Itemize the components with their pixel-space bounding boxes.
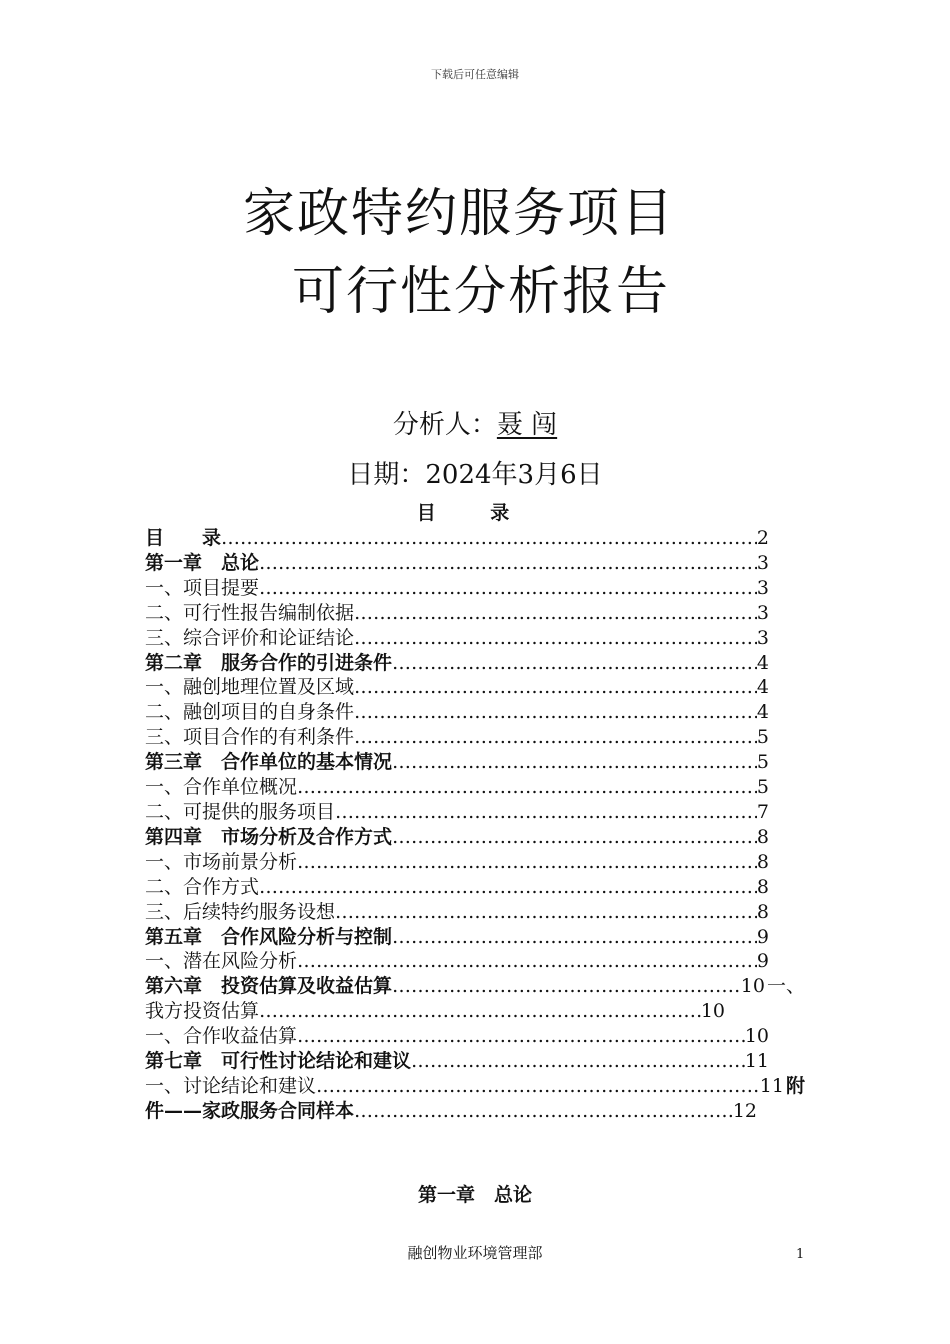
toc-entry-label: 第二章 服务合作的引进条件: [145, 651, 393, 674]
toc-heading: 目 录: [416, 502, 534, 524]
toc-leader-dots: [259, 875, 757, 900]
toc-entry-page: 5: [756, 776, 769, 799]
toc-entry-label: 第七章 可行性讨论结论和建议: [145, 1050, 412, 1073]
toc-entry-label: 第三章 合作单位的基本情况: [145, 751, 393, 774]
footer-organization: 融创物业环境管理部: [407, 1244, 543, 1262]
toc-leader-dots: [297, 949, 757, 974]
toc-entry-page: 9: [756, 925, 769, 948]
toc-entry-page: 9: [756, 950, 769, 973]
toc-entry[interactable]: [145, 1049, 769, 1074]
analyst-name: 聂 闯: [496, 410, 558, 440]
toc-leader-dots: [392, 750, 757, 775]
toc-entry[interactable]: [145, 900, 769, 925]
toc-leader-dots: [392, 825, 757, 850]
toc-entry-label: 第六章 投资估算及收益估算: [145, 975, 393, 998]
toc-entry-label: 二、融创项目的自身条件: [145, 701, 355, 724]
toc-leader-dots: [259, 551, 757, 576]
toc-entry-label: 三、项目合作的有利条件: [145, 726, 355, 749]
toc-entry-page: 10: [740, 975, 765, 998]
toc-leader-dots: [335, 900, 757, 925]
toc-leader-dots: [221, 526, 757, 551]
toc-entry[interactable]: [145, 551, 769, 576]
toc-entry[interactable]: [145, 725, 769, 750]
toc-leader-dots: [354, 601, 757, 626]
toc-leader-dots: [297, 850, 757, 875]
toc-entry-label: 一、合作单位概况: [145, 776, 298, 799]
toc-leader-dots: [259, 999, 701, 1024]
toc-entry-page: 11: [759, 1074, 784, 1097]
header-note: 下载后可任意编辑: [431, 68, 519, 81]
toc-entry[interactable]: [145, 775, 769, 800]
toc-entry-trail: 附: [785, 1074, 805, 1097]
toc-entry-label: 一、潜在风险分析: [145, 950, 298, 973]
toc-leader-dots: [354, 675, 757, 700]
toc-leader-dots: [392, 925, 757, 950]
toc-entry-label: 第五章 合作风险分析与控制: [145, 925, 393, 948]
toc-entry-page: 3: [756, 626, 769, 649]
toc-entry[interactable]: [145, 949, 769, 974]
toc-entry[interactable]: [145, 999, 725, 1024]
report-date: 日期：2024年3月6日: [347, 460, 603, 490]
toc-leader-dots: [411, 1049, 745, 1074]
toc-leader-dots: [354, 1099, 733, 1124]
toc-entry-label: 一、讨论结论和建议: [145, 1074, 317, 1097]
toc-entry-page: 12: [732, 1099, 757, 1122]
toc-entry-label: 二、可行性报告编制依据: [145, 601, 355, 624]
toc-leader-dots: [297, 1024, 745, 1049]
toc-entry[interactable]: [145, 1074, 805, 1099]
toc-entry-label: 一、融创地理位置及区域: [145, 676, 355, 699]
toc-entry-label: 一、市场前景分析: [145, 850, 298, 873]
toc-entry-page: 3: [756, 601, 769, 624]
toc-leader-dots: [354, 725, 757, 750]
toc-entry-page: 8: [756, 850, 769, 873]
toc-leader-dots: [259, 576, 757, 601]
toc-entry-page: 10: [744, 1025, 769, 1048]
toc-leader-dots: [297, 775, 757, 800]
toc-entry-label: 件——家政服务合同样本: [145, 1099, 355, 1122]
toc-entry-trail: 一、: [766, 975, 805, 998]
toc-leader-dots: [354, 700, 757, 725]
toc-entry-label: 我方投资估算: [145, 1000, 260, 1023]
toc-entry-label: 三、后续特约服务设想: [145, 900, 336, 923]
toc-leader-dots: [335, 800, 757, 825]
toc-entry[interactable]: [145, 651, 769, 676]
analyst-label: 分析人：: [392, 410, 497, 440]
toc-entry[interactable]: [145, 800, 769, 825]
toc-entry[interactable]: [145, 925, 769, 950]
footer-page-number: 1: [796, 1247, 805, 1262]
toc-entry-label: 一、合作收益估算: [145, 1025, 298, 1048]
analyst-line: [0, 412, 950, 438]
toc-leader-dots: [316, 1074, 760, 1099]
toc-entry-page: 3: [756, 576, 769, 599]
toc-entry-page: 4: [756, 676, 769, 699]
toc-entry-page: 3: [756, 551, 769, 574]
toc-entry-page: 11: [744, 1050, 769, 1073]
toc-entry[interactable]: [145, 675, 769, 700]
toc-entry[interactable]: [145, 601, 769, 626]
toc-entry-page: 8: [756, 875, 769, 898]
toc-entry-page: 4: [756, 651, 769, 674]
toc-entry[interactable]: [145, 626, 769, 651]
toc-entry-page: 10: [700, 1000, 725, 1023]
toc-entry-page: 7: [756, 800, 769, 823]
toc-entry-page: 5: [756, 726, 769, 749]
toc-entry-label: 二、合作方式: [145, 875, 260, 898]
toc-entry-page: 2: [756, 527, 769, 549]
toc-entry[interactable]: [145, 850, 769, 875]
toc-leader-dots: [354, 626, 757, 651]
toc-entry-label: 第一章 总论: [145, 551, 260, 574]
toc-entry[interactable]: [145, 825, 769, 850]
toc-entry-label: 第四章 市场分析及合作方式: [145, 825, 393, 848]
toc-leader-dots: [392, 974, 741, 999]
document-title-line-2: 可行性分析报告: [291, 262, 670, 322]
toc-entry-page: 8: [756, 900, 769, 923]
chapter-heading: 第一章 总论: [417, 1184, 532, 1206]
toc-entry[interactable]: [145, 700, 769, 725]
toc-leader-dots: [392, 651, 757, 676]
table-of-contents: [145, 526, 805, 1124]
toc-entry-page: 8: [756, 825, 769, 848]
toc-entry-page: 4: [756, 701, 769, 724]
toc-entry[interactable]: [145, 526, 769, 551]
toc-entry-label: 一、项目提要: [145, 576, 260, 599]
toc-entry[interactable]: [145, 1024, 769, 1049]
toc-entry[interactable]: [145, 750, 769, 775]
toc-entry-label: 二、可提供的服务项目: [145, 800, 336, 823]
document-title-line-1: 家政特约服务项目: [242, 184, 675, 244]
toc-entry[interactable]: [145, 875, 769, 900]
toc-entry[interactable]: [145, 974, 805, 999]
toc-entry-label: 三、综合评价和论证结论: [145, 626, 355, 649]
toc-entry[interactable]: [145, 1099, 757, 1124]
toc-entry-page: 5: [756, 751, 769, 774]
toc-entry[interactable]: [145, 576, 769, 601]
toc-entry-label: 目 录: [145, 527, 222, 549]
